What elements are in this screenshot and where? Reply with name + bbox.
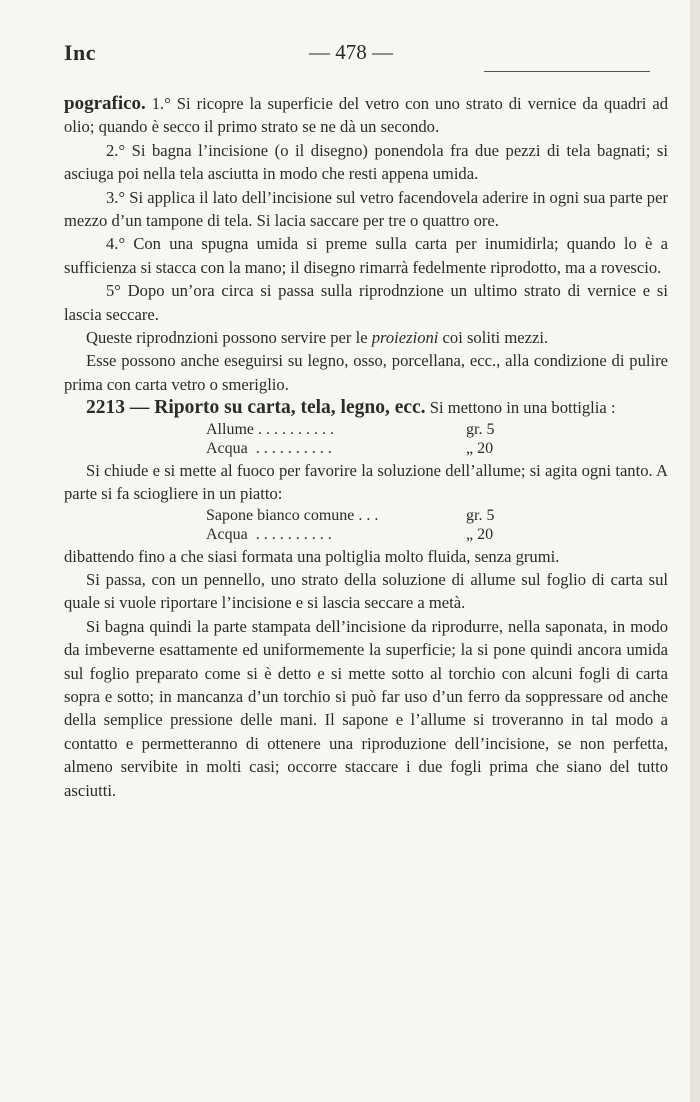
ingredient-quantity: „ 20 — [466, 526, 494, 543]
section-label: Inc — [64, 40, 97, 65]
heading-2213-number: 2213 — [86, 397, 125, 419]
paragraph-1-lead: pografico. — [64, 93, 146, 114]
paragraph-6-italic: proiezioni — [371, 328, 439, 348]
ingredient-name: Acqua . . . . . . . . . . — [206, 526, 332, 543]
recipe-alum — [206, 420, 526, 459]
recipe-row — [206, 420, 526, 440]
paragraph-9: Si chiude e si mette al fuoco per favorire la soluzione dell’allume; si agita ogni tanto. A parte si fa sciogliere in un piatto: — [64, 460, 668, 504]
ingredient-quantity: gr. 5 — [466, 420, 495, 438]
header-rule — [484, 71, 650, 72]
ingredient-name: Sapone bianco comune . . . — [206, 506, 379, 524]
paragraph-10: dibattendo fino a che siasi formata una poltiglia molto fluida, senza grumi. — [64, 546, 560, 566]
recipe-soap — [206, 506, 526, 545]
paragraph-1 — [64, 92, 668, 139]
paragraph-6-a: Queste riprodnzioni possono servire per le — [86, 328, 372, 348]
paragraph-1-text: 1.° Si ricopre la superficie del vetro con uno strato di vernice da quadri ad olio; quando è secco il primo strato se ne dà un secondo. — [64, 94, 668, 137]
paragraph-6-b: coi soliti mezzi. — [438, 328, 549, 348]
paragraph-3: 3.° Si applica il lato dell’incisione sul vetro facendovela aderire in ogni sua parte per mezzo d’un tampone di tela. Si lacia saccare per tre o quattro ore. — [64, 187, 668, 231]
ingredient-quantity: „ 20 — [466, 440, 494, 458]
paragraph-2: 2.° Si bagna l’incisione (o il disegno) ponendola fra due pezzi di tela bagnati; si asciuga poi nella tela asciutta in modo che resti appena umida. — [64, 140, 668, 184]
paragraph-5: 5° Dopo un’ora circa si passa sulla riprodnzione un ultimo strato di vernice e si lascia seccare. — [64, 281, 668, 324]
page-body — [64, 92, 668, 802]
paragraph-6 — [64, 326, 668, 349]
paragraph-4: 4.° Con una spugna umida si preme sulla carta per inumidirla; quando lo è a sufficienza si stacca con la mano; il disegno rimarrà fedelmente riprodotto, ma a rovescio. — [64, 234, 668, 277]
paragraph-12: Si bagna quindi la parte stampata dell’incisione da riprodurre, nella saponata, in modo da imbeverne esattamente ed uniformemente la superficie; la si pone quindi ancora umida sul foglio preparato come si è detto e si mette sotto al torchio con alcuni fogli di carta sopra e sotto; in mancanza d’un torchio si può far uso d’un ferro da soppressare od anche della semplice pressione delle mani. Il sapone e l’allume si troveranno in tal modo a contatto e permetteranno di ottenere una riproduzione dell’incisione, se non perfetta, almeno servibite in molti casi; occorre staccare i due fogli prima che siano del tutto asciutti. — [64, 616, 668, 800]
recipe-row — [206, 525, 526, 545]
page-number: — 478 — — [309, 40, 393, 64]
heading-2213-text: Si mettono in una bottiglia : — [425, 398, 616, 418]
heading-2213-title: — Riporto su carta, tela, legno, ecc. — [125, 397, 426, 419]
paragraph-11: Si passa, con un pennello, uno strato della soluzione di allume sul foglio di carta sul quale si vuole riportare l’incisione e si lascia seccare a metà. — [64, 569, 668, 613]
ingredient-name: Allume . . . . . . . . . . — [206, 420, 334, 438]
recipe-row — [206, 439, 526, 459]
page-header — [64, 40, 650, 74]
recipe-row — [206, 506, 526, 526]
ingredient-quantity: gr. 5 — [466, 506, 495, 524]
ingredient-name: Acqua . . . . . . . . . . — [206, 440, 332, 458]
paragraph-7: Esse possono anche eseguirsi su legno, osso, porcellana, ecc., alla condizione di pulire prima con carta vetro o smeriglio. — [64, 351, 668, 394]
heading-2213 — [64, 396, 668, 419]
